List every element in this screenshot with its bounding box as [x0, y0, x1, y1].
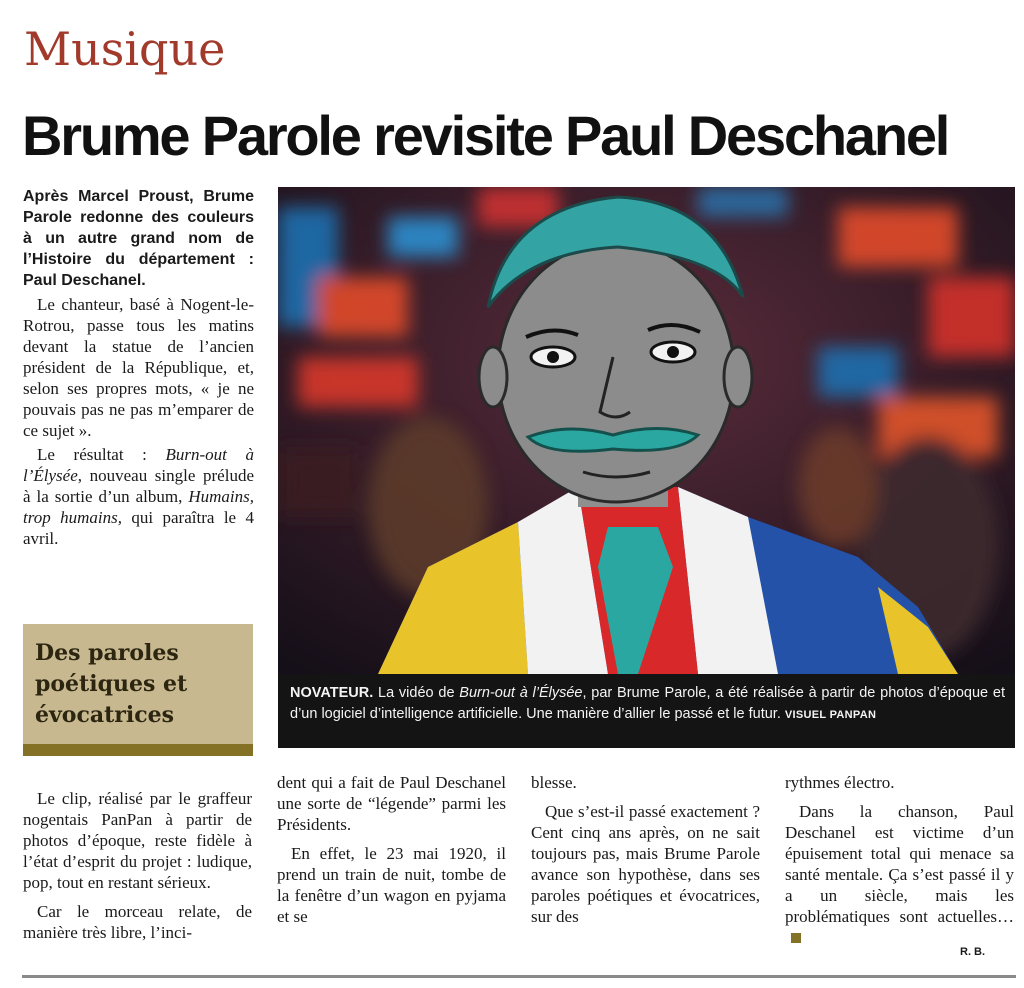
album-title: Humains, trop humains, — [23, 487, 254, 527]
column-2-paragraph-1: dent qui a fait de Paul Deschanel une sorte de “légende” parmi les Présidents. — [277, 773, 506, 834]
caption-text-a: La vidéo de — [373, 685, 460, 701]
column-1-paragraph-1: Le clip, réalisé par le graffeur nogentais PanPan à partir de photos d’époque, reste fidèle à l’état d’esprit du projet : ludique, pop, tout en restant sérieux. — [23, 789, 252, 892]
bottom-rule — [22, 975, 1016, 978]
column-2-paragraph-2: En effet, le 23 mai 1920, il prend un train de nuit, tombe de la fenêtre d’un wagon en pyjama et se — [277, 844, 506, 926]
caption-text-b: , par Brume Parole, a été réalisée à partir de photos d’époque et d’un logiciel d’intelligence artificielle. Une manière d’allier le passé et le futur. — [290, 685, 1005, 722]
caption-title: Burn-out à l’Élysée — [459, 685, 583, 701]
stylized-portrait-image — [278, 187, 1015, 674]
lead-paragraph-2 — [23, 444, 254, 549]
lead-column — [23, 186, 254, 549]
article-illustration — [278, 187, 1015, 674]
text-column-1 — [23, 772, 252, 943]
photo-credit: VISUEL PANPAN — [784, 709, 877, 721]
text-column-3 — [531, 772, 760, 927]
caption-label: NOVATEUR. — [290, 685, 374, 701]
lead-text-b: , nouveau single prélude à la sortie d’un album, — [23, 466, 254, 506]
article-standfirst: Après Marcel Proust, Brume Parole redonne des couleurs à un autre grand nom de l’Histoire du département : Paul Deschanel. — [23, 188, 254, 289]
section-rubric: Musique — [24, 22, 226, 76]
lead-text-a: Le résultat : — [37, 445, 166, 464]
column-4-paragraph-2 — [785, 801, 1014, 948]
column-3-paragraph-2: Que s’est-il passé exactement ? Cent cinq ans après, on ne sait toujours pas, mais Brume Parole avance son hypothèse, dans ses paroles poétiques et évocatrices, sur des — [531, 802, 760, 926]
column-4-text: Dans la chanson, Paul Deschanel est victime d’un épuisement total qui menace sa santé mentale. Ça s’est passé il y a un siècle, mais les problématiques sont actuelles… — [785, 802, 1014, 926]
pull-quote-box — [23, 624, 253, 756]
column-3-paragraph-1: blesse. — [531, 773, 577, 792]
column-4-paragraph-1: rythmes électro. — [785, 773, 895, 792]
end-of-article-square-icon — [791, 933, 801, 943]
lead-text-c: qui paraîtra le 4 avril. — [23, 508, 254, 548]
lead-paragraph-1: Le chanteur, basé à Nogent-le-Rotrou, passe tous les matins devant la statue de l’ancien président de la République, et, selon ses propres mots, « je ne pouvais pas ne pas m’emparer de ce sujet ». — [23, 295, 254, 440]
text-column-2 — [277, 772, 506, 927]
photo-caption — [278, 674, 1015, 748]
text-column-4 — [785, 772, 1014, 948]
pull-quote-text: Des paroles poétiques et évocatrices — [35, 640, 188, 728]
article-headline: Brume Parole revisite Paul Deschanel — [22, 104, 949, 167]
single-title: Burn-out à l’Élysée — [23, 445, 254, 485]
author-signature: R. B. — [960, 946, 986, 958]
column-1-paragraph-2: Car le morceau relate, de manière très libre, l’inci- — [23, 902, 252, 942]
